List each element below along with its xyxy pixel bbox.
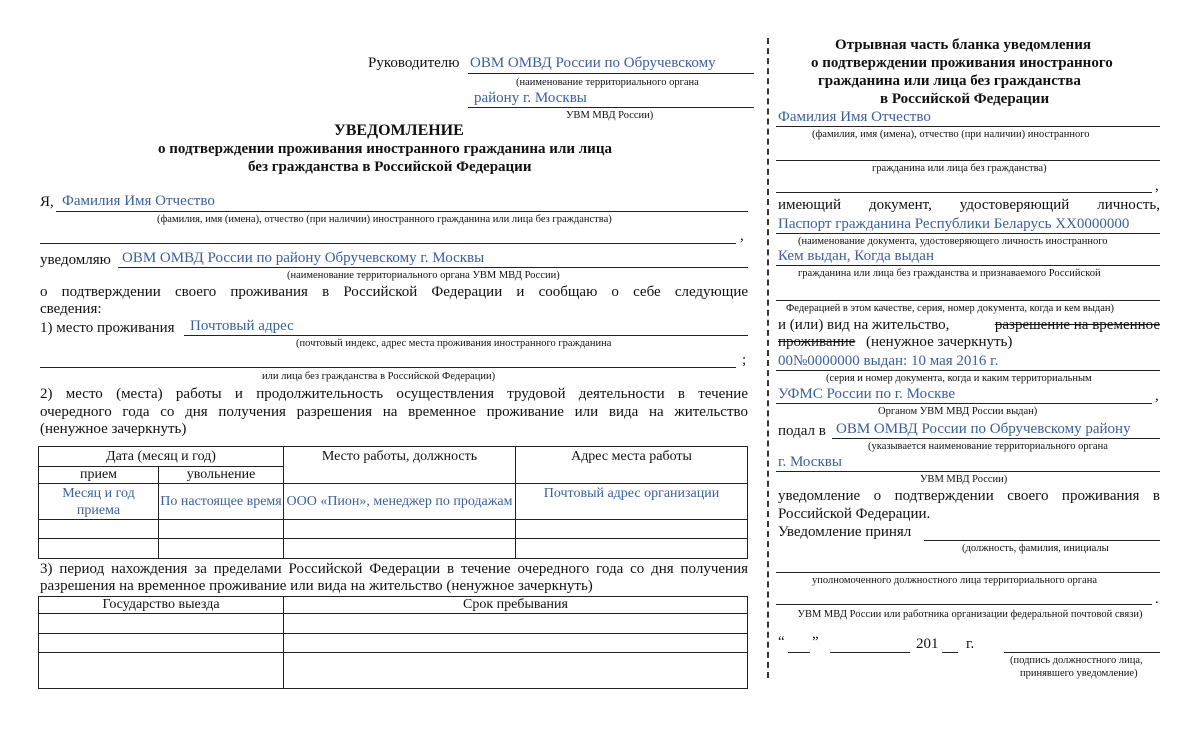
official-caption: уполномоченного должностного лица территориального органа — [812, 575, 1097, 586]
permit-underline — [776, 370, 1160, 371]
semicolon: ; — [742, 352, 747, 368]
work-empty-cell[interactable] — [284, 520, 516, 539]
authority-value[interactable]: УФМС России по г. Москве — [778, 386, 956, 402]
authority-comma: , — [1155, 388, 1159, 404]
head-org-value-2[interactable]: району г. Москвы — [474, 90, 587, 106]
date-close-quote: ” — [812, 634, 819, 650]
abroad-period-header: Срок пребывания — [284, 597, 748, 614]
abroad-line-1: 3) период нахождения за пределами Российской Федерации в течение очередного года со дня получения — [40, 561, 748, 577]
work-line-2: очередного года со дня получения разрешения на временное проживание или вида на жительство — [40, 404, 748, 420]
date-year-prefix: 201 — [916, 636, 939, 652]
permit-prefix: и (или) вид на жительство, — [778, 317, 950, 333]
applicant-name-caption: (фамилия, имя (имена), отчество (при наличии) иностранного гражданина или лица без гражданства) — [157, 214, 612, 225]
permit-struck: разрешение на временное — [994, 317, 1160, 333]
filed-underline — [832, 438, 1160, 439]
tear-off-line — [767, 38, 769, 678]
doc-value[interactable]: Паспорт гражданина Республики Беларусь ХХ0000000 — [778, 216, 1130, 232]
work-empty-cell[interactable] — [159, 520, 284, 539]
tear-off-name-underline-2 — [776, 160, 1160, 161]
comma: , — [740, 228, 744, 244]
tear-off-name-underline — [776, 126, 1160, 127]
work-row-hire[interactable]: Месяц и год приема — [39, 484, 159, 520]
notify-label: уведомляю — [40, 252, 111, 268]
doc-caption-1: (наименование документа, удостоверяющего личность иностранного — [798, 236, 1108, 247]
permit-suffix: (ненужное зачеркнуть) — [866, 334, 1013, 350]
form-title: УВЕДОМЛЕНИЕ — [334, 122, 464, 139]
official-underline — [776, 572, 1160, 573]
doc-underline — [776, 233, 1160, 234]
abroad-empty-cell[interactable] — [39, 634, 284, 653]
abroad-line-2: разрешения на временное проживание или вида на жительство (ненужное зачеркнуть) — [40, 578, 593, 594]
filed-caption: (указывается наименование территориального органа — [868, 441, 1108, 452]
doc-caption-3: Федерацией в этом качестве, серия, номер документа, когда и кем выдан) — [786, 303, 1115, 314]
work-date-header: Дата (месяц и год) — [39, 447, 284, 467]
work-empty-cell[interactable] — [39, 520, 159, 539]
tear-off-title-3: гражданина или лица без гражданства — [818, 73, 1081, 89]
work-table — [38, 446, 748, 559]
tear-off-title-1: Отрывная часть бланка уведомления — [835, 37, 1091, 53]
filed-value-2[interactable]: г. Москвы — [778, 454, 842, 470]
signature-caption-2: принявшего уведомление) — [1020, 668, 1138, 679]
form-subtitle-2: без гражданства в Российской Федерации — [248, 159, 532, 175]
abroad-empty-cell[interactable] — [284, 614, 748, 634]
intro-line-1: о подтверждении своего проживания в Российской Федерации и сообщаю о себе следующие — [40, 284, 748, 300]
permit-value[interactable]: 00№0000000 выдан: 10 мая 2016 г. — [778, 353, 999, 369]
tear-off-comma: , — [1155, 178, 1159, 194]
work-row-place[interactable]: ООО «Пион», менеджер по продажам — [284, 484, 516, 520]
accepted-label: Уведомление принял — [778, 524, 912, 540]
signature-caption-1: (подпись должностного лица, — [1010, 655, 1143, 666]
date-day-field[interactable] — [788, 652, 810, 653]
head-caption: (наименование территориального органа — [516, 77, 699, 88]
work-line-3: (ненужное зачеркнуть) — [40, 421, 187, 437]
residence-caption: (почтовый индекс, адрес места проживания иностранного гражданина — [296, 338, 612, 349]
work-empty-cell[interactable] — [284, 539, 516, 559]
tear-off-title-4: в Российской Федерации — [880, 91, 1050, 107]
work-line-1: 2) место (места) работы и продолжительность осуществления трудовой деятельности в течение — [40, 386, 748, 402]
ministry-dot: . — [1155, 591, 1159, 607]
accepted-underline — [924, 540, 1160, 541]
i-label: Я, — [40, 194, 54, 210]
residence-underline-2 — [40, 367, 736, 368]
permit-caption: (серия и номер документа, когда и каким территориальным — [826, 373, 1092, 384]
head-prefix: Руководителю — [368, 55, 460, 71]
intro-line-2: сведения: — [40, 301, 102, 317]
filed-value[interactable]: ОВМ ОМВД России по Обручевскому району — [836, 421, 1131, 437]
abroad-empty-cell[interactable] — [284, 634, 748, 653]
work-row-fire[interactable]: По настоящее время — [159, 484, 284, 520]
head-org-underline — [468, 73, 754, 74]
date-year-field[interactable] — [942, 652, 958, 653]
head-caption-2: УВМ МВД России) — [566, 110, 654, 121]
abroad-table — [38, 596, 748, 689]
doc-line: имеющий документ, удостоверяющий личность, — [778, 197, 1160, 213]
doc-caption-2: гражданина или лица без гражданства и признаваемого Российской — [798, 268, 1101, 279]
abroad-empty-cell[interactable] — [39, 653, 284, 689]
abroad-empty-cell[interactable] — [284, 653, 748, 689]
applicant-name-value[interactable]: Фамилия Имя Отчество — [62, 193, 215, 209]
tear-off-title-2: о подтверждении проживания иностранного — [811, 55, 1113, 71]
work-empty-cell[interactable] — [159, 539, 284, 559]
permit-line — [778, 317, 1160, 334]
filed-caption-2: УВМ МВД России) — [920, 474, 1008, 485]
work-empty-cell[interactable] — [39, 539, 159, 559]
doc-issued-underline — [776, 265, 1160, 266]
accepted-caption: (должность, фамилия, инициалы — [962, 543, 1109, 554]
tear-off-name-value[interactable]: Фамилия Имя Отчество — [778, 109, 931, 125]
residence-label: 1) место проживания — [40, 320, 175, 336]
work-hire-header: прием — [39, 467, 159, 484]
work-empty-cell[interactable] — [516, 520, 748, 539]
applicant-name-underline-2 — [40, 243, 736, 244]
authority-caption: Органом УВМ МВД России выдан) — [878, 406, 1038, 417]
tear-off-name-caption-2: гражданина или лица без гражданства) — [872, 163, 1047, 174]
head-org-underline-2 — [468, 107, 754, 108]
head-org-value[interactable]: ОВМ ОМВД России по Обручевскому — [470, 55, 716, 71]
applicant-name-underline — [56, 211, 748, 212]
notify-org-value[interactable]: ОВМ ОМВД России по району Обручевскому г. Москвы — [122, 250, 485, 266]
work-empty-cell[interactable] — [516, 539, 748, 559]
confirm-line-2: Российской Федерации. — [778, 506, 931, 522]
signature-field[interactable] — [1004, 652, 1160, 653]
authority-underline — [776, 403, 1152, 404]
doc-underline-3 — [776, 300, 1160, 301]
notify-org-underline — [118, 267, 748, 268]
abroad-empty-cell[interactable] — [39, 614, 284, 634]
residence-caption-2: или лица без гражданства в Российской Федерации) — [262, 371, 496, 382]
tear-off-name-caption: (фамилия, имя (имена), отчество (при наличии) иностранного — [812, 129, 1090, 140]
residence-underline — [184, 335, 748, 336]
permit-struck-2: проживание — [778, 334, 856, 350]
ministry-underline — [776, 604, 1152, 605]
date-month-field[interactable] — [830, 652, 910, 653]
filed-underline-2 — [776, 471, 1160, 472]
work-row-address[interactable]: Почтовый адрес организации — [516, 484, 748, 520]
tear-off-name-underline-3 — [776, 192, 1152, 193]
ministry-caption: УВМ МВД России или работника организации федеральной почтовой связи) — [797, 609, 1143, 620]
confirm-line-1: уведомление о подтверждении своего проживания в — [778, 488, 1160, 504]
doc-issued-value[interactable]: Кем выдан, Когда выдан — [778, 248, 934, 264]
work-fire-header: увольнение — [159, 467, 284, 484]
filed-label: подал в — [778, 423, 826, 439]
work-place-header: Место работы, должность — [284, 447, 516, 484]
abroad-country-header: Государство выезда — [39, 597, 284, 614]
work-address-header: Адрес места работы — [516, 447, 748, 484]
form-subtitle-1: о подтверждении проживания иностранного гражданина или лица — [158, 141, 612, 157]
notify-org-caption: (наименование территориального органа УВМ МВД России) — [287, 270, 560, 281]
residence-value[interactable]: Почтовый адрес — [190, 318, 294, 334]
date-year-suffix: г. — [966, 636, 975, 652]
date-open-quote: “ — [778, 634, 785, 650]
